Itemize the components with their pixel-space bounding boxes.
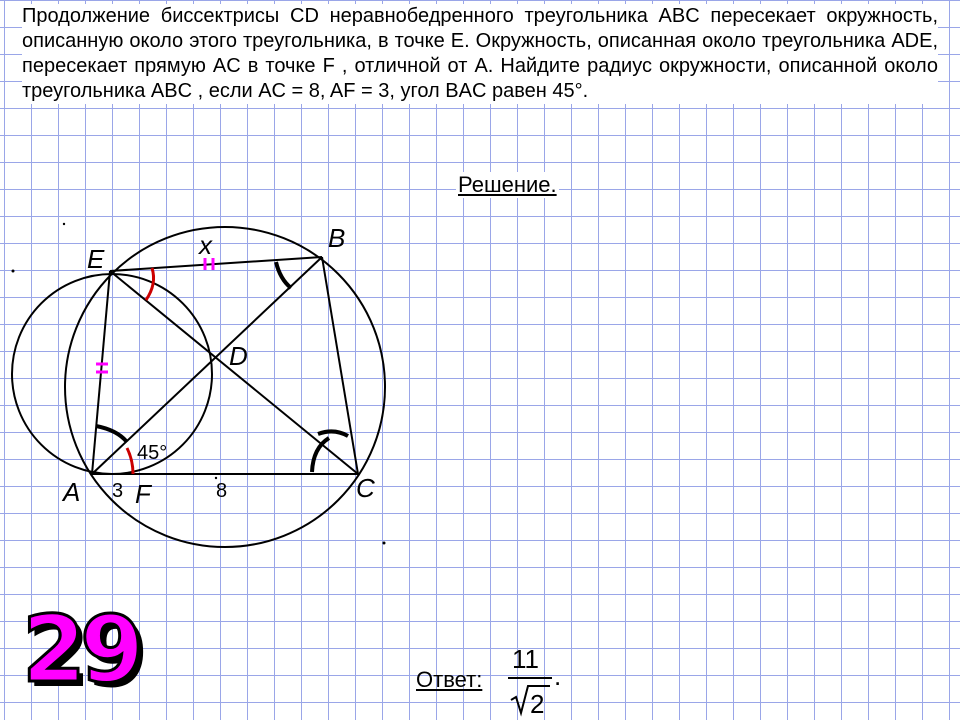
point-label-d: D [229,341,248,371]
answer-label: Ответ: [416,667,483,692]
point-label-a: A [63,477,81,507]
angle-mark-c-inner [312,438,329,472]
angle-mark-e-red [146,268,154,300]
problem-statement: Продолжение биссектрисы CD неравнобедренного треугольника ABC пересекает окружность, описанную около этого треугольника, в точке E. Окружность, описанная около треугольника ADE, пересекает прямую AC в точке F , отличной от A. Найдите радиус окружности, описанной около треугольника ABC , если AC = 8, AF = 3, угол BAC равен 45°. [22,5,938,102]
stray-dot [383,542,386,545]
angle-mark-c-outer [318,431,348,436]
solution-heading: Решение. [458,172,557,197]
stray-dot [63,223,65,225]
length-label-ac: 8 [216,480,228,502]
angle-mark-b-black [276,262,291,288]
circumcircle-ade [12,274,212,474]
point-label-c: C [356,473,375,503]
segment-label-x: x [199,230,212,260]
slide-number: 29 [22,596,139,703]
point-label-e: E [87,244,105,274]
segment-eb [110,257,322,271]
answer-numerator: 11 [512,644,539,674]
length-label-af: 3 [112,480,124,502]
answer-radicand: 2 [530,689,545,719]
stray-dot [12,270,15,273]
point-label-f: F [135,479,151,509]
angle-mark-a-black [96,426,127,442]
answer-period: . [554,661,562,691]
angle-label-a: 45° [137,442,168,464]
stray-dot [215,477,217,479]
angle-mark-a-red [127,448,133,474]
point-label-b: B [328,223,346,253]
